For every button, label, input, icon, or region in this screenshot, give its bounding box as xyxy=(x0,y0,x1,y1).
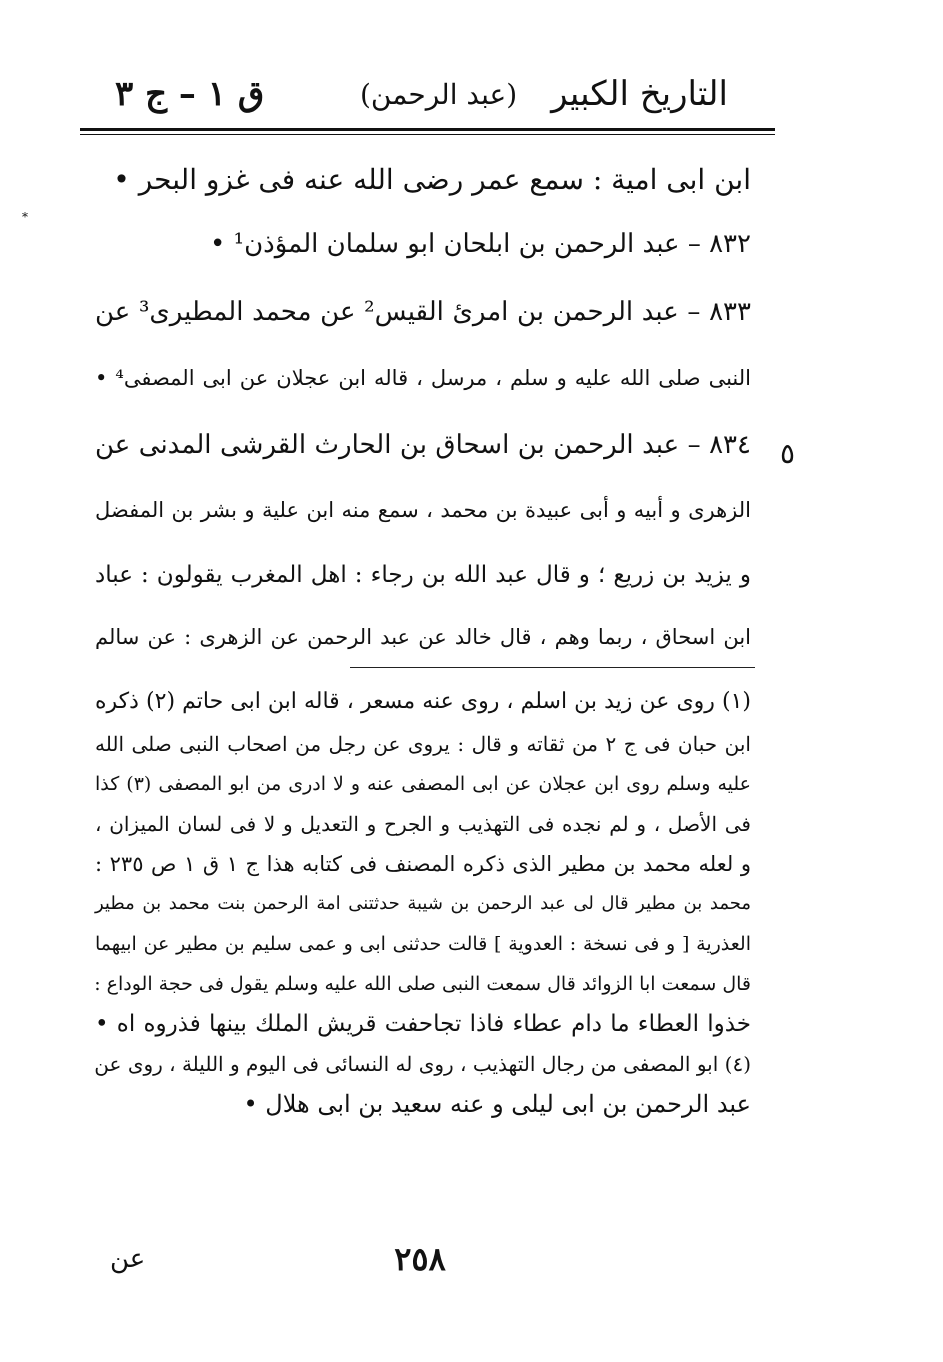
running-header xyxy=(0,72,943,124)
footnote-line-8: قال سمعت ابا الزوائد قال سمعت النبى صلى الله عليه وسلم يقول فى حجة الوداع : xyxy=(94,973,751,995)
page-number: ٢٥٨ xyxy=(394,1240,446,1278)
book-title: التاريخ الكبير xyxy=(551,74,728,114)
footnote-line-10: (٤) ابو المصفى من رجال التهذيب ، روى له النسائى فى اليوم و الليلة ، روى عن xyxy=(94,1052,751,1076)
scan-speck: * xyxy=(22,210,28,224)
body-line-7: و يزيد بن زريع ؛ و قال عبد الله بن رجاء : اهل المغرب يقولون : عباد xyxy=(95,562,751,588)
footnote-line-2: ابن حبان فى ج ٢ من ثقاته و قال : يروى عن رجل من اصحاب النبى صلى الله xyxy=(95,732,751,756)
footnote-line-7: العذرية [ و فى نسخة : العدوية ] قالت حدثنى ابى و عمى سليم بن مطير عن ابيهما xyxy=(95,933,751,955)
entry-832: ٨٣٢ – عبد الرحمن بن ابلحان ابو سلمان المؤذن¹ • xyxy=(210,229,751,259)
footnote-line-6: محمد بن مطير قال لى عبد الرحمن بن شيبة حدثتنى امة الرحمن بنت محمد بن مطير xyxy=(95,893,751,914)
footnote-line-3: عليه وسلم روى ابن عجلان عن ابى المصفى عنه و لا ادرى من ابو المصفى (٣) كذا xyxy=(95,773,752,795)
header-rule-thin xyxy=(80,134,775,135)
body-line-6: الزهرى و أبيه و أبى عبيدة بن محمد ، سمع منه ابن علية و بشر بن المفضل xyxy=(95,498,751,522)
footnote-separator xyxy=(350,667,755,668)
footnote-line-11: عبد الرحمن بن ابى ليلى و عنه سعيد بن ابى هلال • xyxy=(243,1090,751,1118)
body-line-4: النبى صلى الله عليه و سلم ، مرسل ، قاله ابن عجلان عن ابى المصفى⁴ • xyxy=(95,366,752,390)
volume-indicator: ق ١ – ج ٣ xyxy=(115,74,265,114)
footnote-line-9: خذوا العطاء ما دام عطاء فاذا تجاحفت قريش الملك بينها فذروه اه • xyxy=(95,1011,751,1037)
footnote-line-1: (١) روى عن زيد بن اسلم ، روى عنه مسعر ، قاله ابن ابى حاتم (٢) ذكره xyxy=(95,689,751,714)
catchword: عن xyxy=(110,1244,146,1274)
entry-833: ٨٣٣ – عبد الرحمن بن امرئ القيس² عن محمد المطيرى³ عن xyxy=(95,297,751,327)
header-rule xyxy=(80,128,775,131)
margin-line-number: ٥ xyxy=(780,437,796,470)
body-line-8: ابن اسحاق ، ربما وهم ، قال خالد عن عبد الرحمن عن الزهرى : عن سالم xyxy=(95,625,751,649)
footnote-line-5: و لعله محمد بن مطير الذى ذكره المصنف فى كتابه هذا ج ١ ق ١ ص ٢٣٥ : xyxy=(95,852,751,876)
footnote-line-4: فى الأصل ، و لم نجده فى التهذيب و الجرح و التعديل و لا فى لسان الميزان ، xyxy=(95,812,751,836)
section-title: (عبد الرحمن) xyxy=(360,78,518,111)
entry-834: ٨٣٤ – عبد الرحمن بن اسحاق بن الحارث القرشى المدنى عن xyxy=(95,430,751,460)
body-line-1: ابن ابى امية : سمع عمر رضى الله عنه فى غزو البحر • xyxy=(113,163,751,196)
